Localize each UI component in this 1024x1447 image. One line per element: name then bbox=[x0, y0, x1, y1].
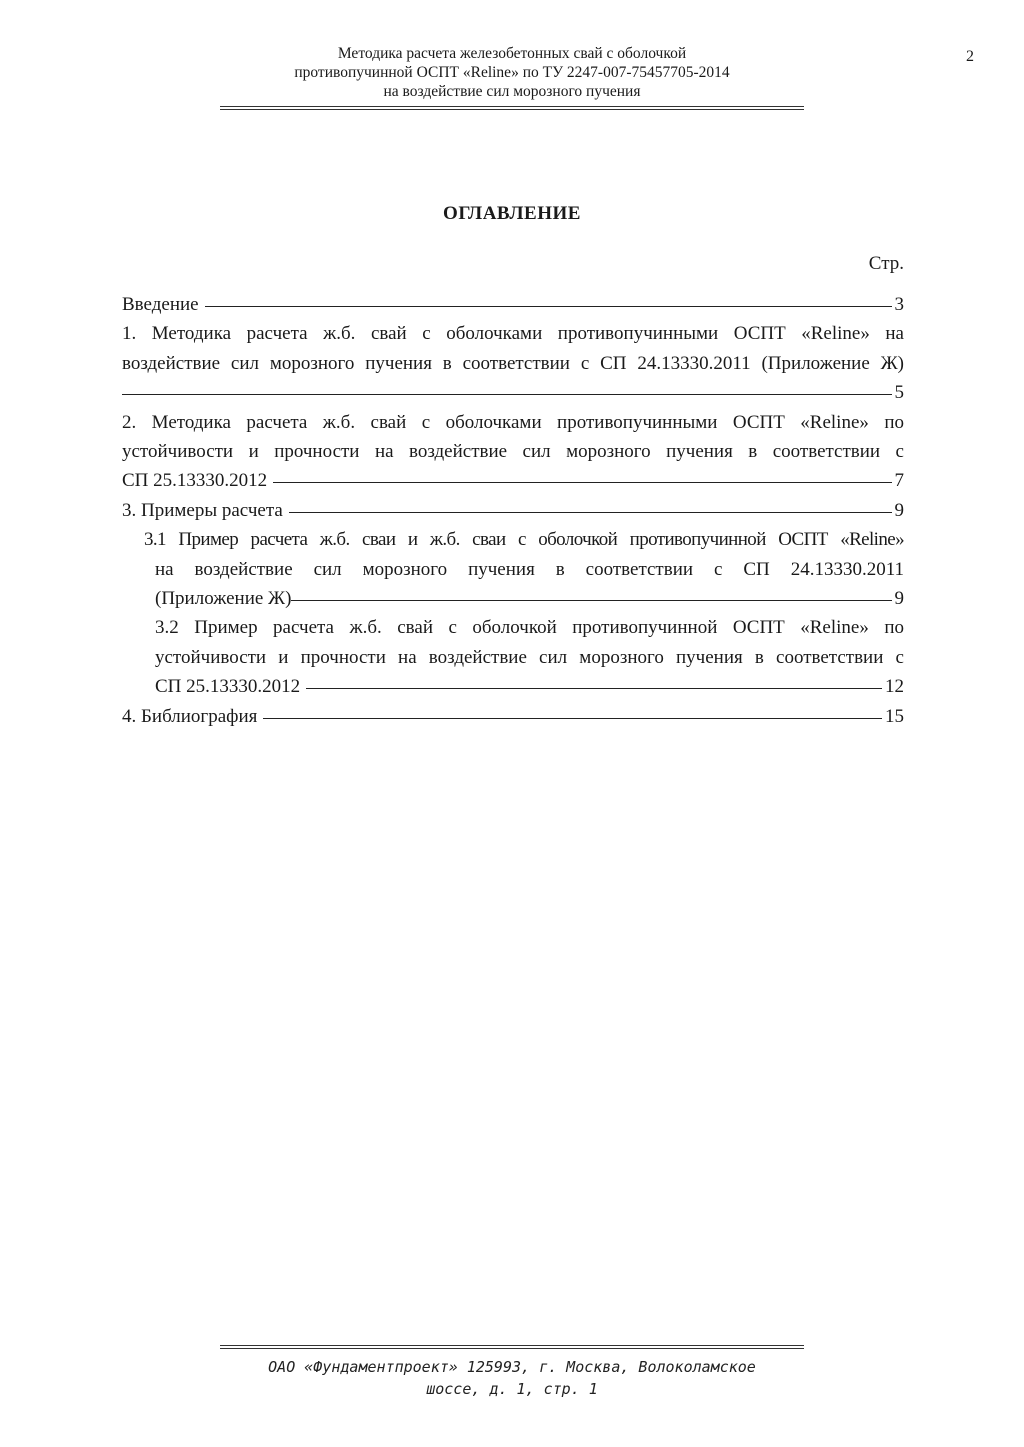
toc-entry-text: воздействие сил морозного пучения в соответствии с СП 24.13330.2011 (Приложение Ж) bbox=[122, 352, 904, 374]
toc-page-number: 3 bbox=[894, 294, 904, 315]
table-of-contents bbox=[122, 290, 904, 731]
toc-entry-text: СП 25.13330.2012 bbox=[155, 676, 301, 698]
footer-rule bbox=[220, 1345, 804, 1349]
toc-entry-2[interactable] bbox=[122, 408, 904, 496]
toc-entry-text: устойчивости и прочности на воздействие сил морозного пучения в соответствии с bbox=[155, 646, 904, 668]
leader-line bbox=[306, 688, 882, 689]
toc-page-number: 12 bbox=[885, 676, 904, 698]
toc-entry-3[interactable] bbox=[122, 496, 904, 525]
toc-entry-text: 3.2 Пример расчета ж.б. свай с оболочкой противопучинной ОСПТ «Reline» по bbox=[155, 617, 904, 639]
toc-page-number: 15 bbox=[885, 705, 904, 727]
toc-entry-text: 2. Методика расчета ж.б. свай с оболочками противопучинными ОСПТ «Reline» по bbox=[122, 411, 904, 433]
toc-entry-text: на воздействие сил морозного пучения в соответствии с СП 24.13330.2011 bbox=[155, 558, 904, 580]
toc-entry-text: устойчивости и прочности на воздействие сил морозного пучения в соответствии с bbox=[122, 441, 904, 463]
toc-entry-3-2[interactable] bbox=[122, 613, 904, 701]
toc-entry-3-1[interactable] bbox=[122, 525, 904, 613]
leader-line bbox=[289, 512, 892, 513]
toc-entry-intro[interactable] bbox=[122, 290, 904, 319]
running-footer bbox=[220, 1356, 804, 1400]
toc-page-number: 9 bbox=[894, 499, 904, 521]
toc-entry-text: 4. Библиография bbox=[122, 705, 258, 727]
toc-title: ОГЛАВЛЕНИЕ bbox=[443, 203, 581, 224]
leader-line bbox=[273, 482, 891, 483]
leader-line bbox=[291, 600, 891, 601]
toc-entry-text: 3. Примеры расчета bbox=[122, 499, 283, 521]
toc-page-number: 5 bbox=[894, 382, 904, 404]
leader-line bbox=[263, 718, 882, 719]
toc-page-number: 7 bbox=[894, 470, 904, 492]
page-column-label: Стр. bbox=[868, 253, 904, 274]
footer-line-1: ОАО «Фундаментпроект» 125993, г. Москва, Волоколамское bbox=[268, 1358, 756, 1376]
header-line-3: на воздействие сил морозного пучения bbox=[383, 83, 641, 100]
header-line-1: Методика расчета железобетонных свай с оболочкой bbox=[337, 45, 687, 62]
footer-line-2: шоссе, д. 1, стр. 1 bbox=[426, 1380, 598, 1398]
header-rule bbox=[220, 106, 804, 110]
toc-entry-4[interactable] bbox=[122, 702, 904, 731]
header-line-2: противопучинной ОСПТ «Reline» по ТУ 2247-007-75457705-2014 bbox=[294, 64, 730, 81]
toc-entry-text: 1. Методика расчета ж.б. свай с оболочками противопучинными ОСПТ «Reline» на bbox=[122, 323, 904, 345]
toc-entry-1[interactable] bbox=[122, 319, 904, 407]
page-number: 2 bbox=[966, 48, 974, 65]
leader-line bbox=[122, 394, 892, 395]
toc-entry-text: СП 25.13330.2012 bbox=[122, 470, 268, 492]
toc-entry-text: (Приложение Ж) bbox=[155, 588, 292, 610]
toc-entry-text: Введение bbox=[122, 294, 199, 315]
leader-line bbox=[205, 306, 892, 307]
running-header bbox=[220, 44, 804, 101]
toc-entry-text: 3.1 Пример расчета ж.б. сваи и ж.б. сваи с оболочкой противопучинной ОСПТ «Reline» bbox=[144, 529, 904, 551]
toc-page-number: 9 bbox=[894, 588, 904, 610]
